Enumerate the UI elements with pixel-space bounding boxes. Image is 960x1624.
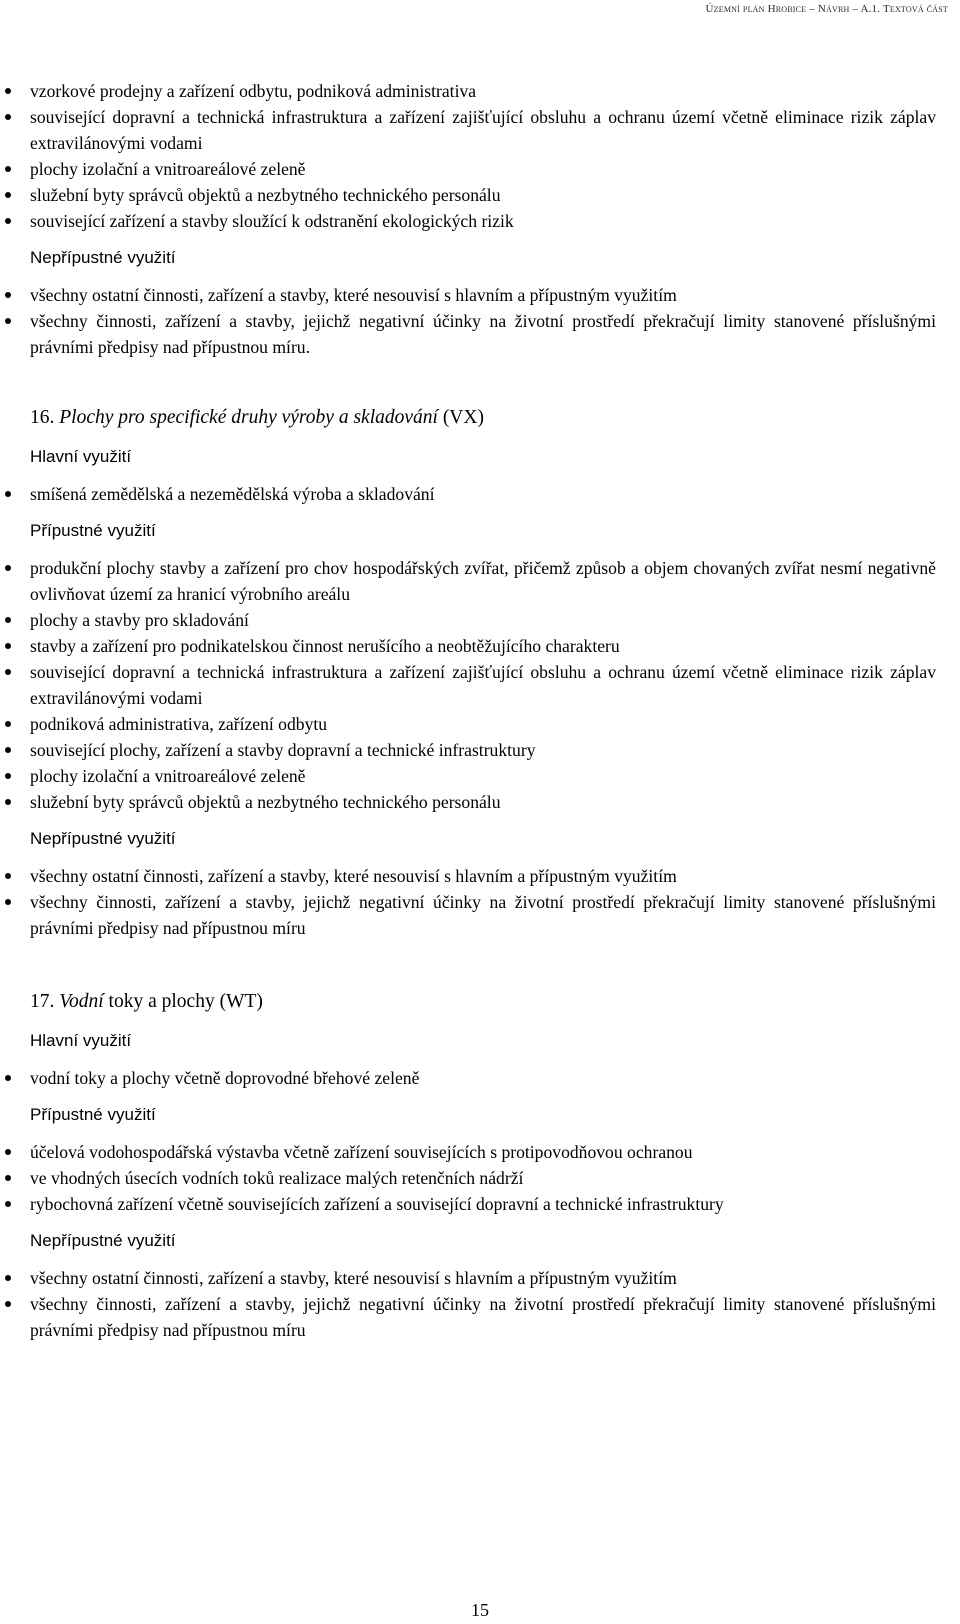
- section-title: Plochy pro specifické druhy výroby a skladování: [59, 407, 438, 428]
- subheading-pripustne: Přípustné využití: [30, 521, 156, 540]
- bullet-list: [0, 555, 960, 815]
- subheading-nepripustne: Nepřípustné využití: [30, 1231, 176, 1250]
- bullet-list: [0, 1265, 960, 1343]
- section-heading-17: [0, 987, 960, 1017]
- bullet-list: [0, 1139, 960, 1217]
- list-item: plochy izolační a vnitroareálové zeleně: [0, 763, 936, 789]
- list-item: vodní toky a plochy včetně doprovodné břehové zeleně: [0, 1065, 936, 1091]
- list-item: související plochy, zařízení a stavby dopravní a technické infrastruktury: [0, 737, 936, 763]
- bullet-list: [0, 481, 960, 507]
- list-item: smíšená zemědělská a nezemědělská výroba a skladování: [0, 481, 936, 507]
- page-number: 15: [471, 1600, 489, 1620]
- subheading-nepripustne: Nepřípustné využití: [30, 248, 176, 267]
- bullet-list: [0, 863, 960, 941]
- section-number: 17.: [30, 991, 55, 1012]
- list-item: služební byty správců objektů a nezbytného technického personálu: [0, 182, 936, 208]
- list-item: všechny ostatní činnosti, zařízení a stavby, které nesouvisí s hlavním a přípustným využitím: [0, 863, 936, 889]
- bullet-list: [0, 1065, 960, 1091]
- running-header: Územní plán Hrobice – Návrh – A.1. Textová část: [705, 3, 948, 15]
- list-item: všechny činnosti, zařízení a stavby, jejichž negativní účinky na životní prostředí překračují limity stanovené příslušnými právními předpisy nad přípustnou míru.: [0, 308, 936, 360]
- list-item: vzorkové prodejny a zařízení odbytu, podniková administrativa: [0, 78, 936, 104]
- list-item: plochy a stavby pro skladování: [0, 607, 936, 633]
- section-heading-16: [0, 403, 960, 433]
- list-item: související zařízení a stavby sloužící k odstranění ekologických rizik: [0, 208, 936, 234]
- list-item: všechny ostatní činnosti, zařízení a stavby, které nesouvisí s hlavním a přípustným využitím: [0, 282, 936, 308]
- list-item: rybochovná zařízení včetně souvisejících zařízení a související dopravní a technické infrastruktury: [0, 1191, 936, 1217]
- section-title-italic: Vodní: [59, 991, 104, 1012]
- list-item: všechny ostatní činnosti, zařízení a stavby, které nesouvisí s hlavním a přípustným využitím: [0, 1265, 936, 1291]
- list-item: související dopravní a technická infrastruktura a zařízení zajišťující obsluhu a ochranu území včetně eliminace rizik záplav extravilánovými vodami: [0, 659, 936, 711]
- list-item: účelová vodohospodářská výstavba včetně zařízení souvisejících s protipovodňovou ochranou: [0, 1139, 936, 1165]
- list-item: stavby a zařízení pro podnikatelskou činnost nerušícího a neobtěžujícího charakteru: [0, 633, 936, 659]
- subheading-hlavni: Hlavní využití: [30, 1031, 132, 1050]
- list-item: ve vhodných úsecích vodních toků realizace malých retenčních nádrží: [0, 1165, 936, 1191]
- list-item: všechny činnosti, zařízení a stavby, jejichž negativní účinky na životní prostředí překračují limity stanovené příslušnými právními předpisy nad přípustnou míru: [0, 889, 936, 941]
- section-title-rest: toky a plochy: [108, 991, 215, 1012]
- subheading-hlavni: Hlavní využití: [30, 447, 132, 466]
- subheading-nepripustne: Nepřípustné využití: [30, 829, 176, 848]
- list-item: všechny činnosti, zařízení a stavby, jejichž negativní účinky na životní prostředí překračují limity stanovené příslušnými právními předpisy nad přípustnou míru: [0, 1291, 936, 1343]
- list-item: produkční plochy stavby a zařízení pro chov hospodářských zvířat, přičemž způsob a objem chovaných zvířat nesmí negativně ovlivňovat území za hranicí výrobního areálu: [0, 555, 936, 607]
- list-item: podniková administrativa, zařízení odbytu: [0, 711, 936, 737]
- list-item: služební byty správců objektů a nezbytného technického personálu: [0, 789, 936, 815]
- bullet-list: [0, 78, 960, 234]
- document-body: [0, 78, 960, 1343]
- section-number: 16.: [30, 407, 55, 428]
- section-code: (WT): [219, 991, 263, 1012]
- subheading-pripustne: Přípustné využití: [30, 1105, 156, 1124]
- list-item: plochy izolační a vnitroareálové zeleně: [0, 156, 936, 182]
- bullet-list: [0, 282, 960, 360]
- list-item: související dopravní a technická infrastruktura a zařízení zajišťující obsluhu a ochranu území včetně eliminace rizik záplav extravilánovými vodami: [0, 104, 936, 156]
- section-code: (VX): [442, 407, 484, 428]
